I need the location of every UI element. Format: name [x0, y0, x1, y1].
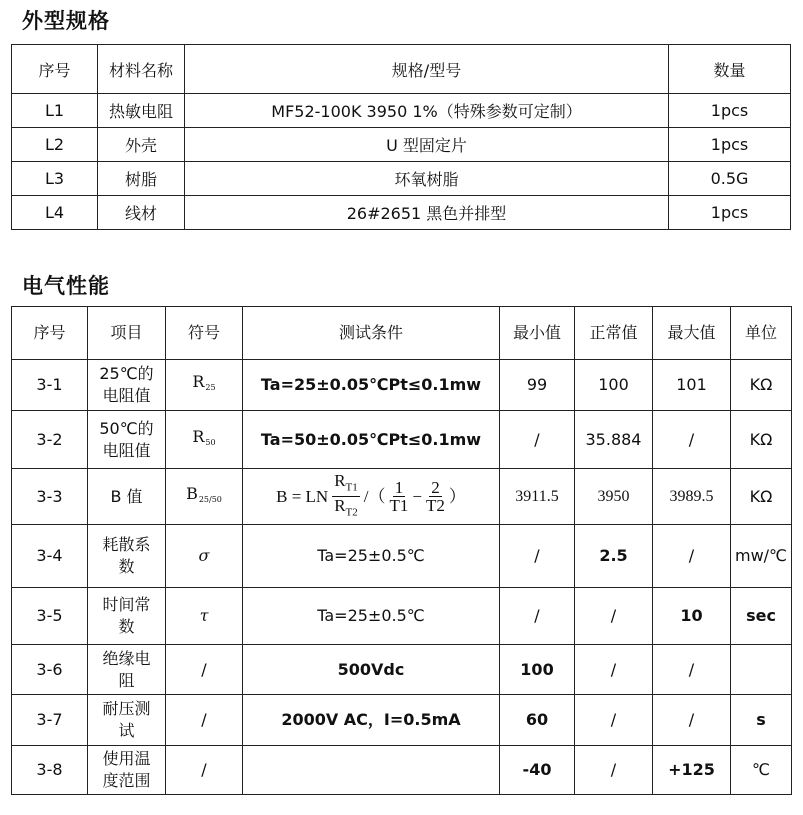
- spec-cell: 环氧树脂: [185, 162, 669, 196]
- item-name: B 值: [88, 469, 166, 525]
- min-value: 100: [500, 645, 575, 695]
- symbol: /: [166, 746, 243, 795]
- spec-cell: 0.5G: [669, 162, 791, 196]
- elec-header-cell: 序号: [12, 307, 88, 360]
- elec-header-cell: 正常值: [575, 307, 653, 360]
- unit: KΩ: [731, 411, 792, 469]
- electrical-table: [11, 306, 792, 795]
- unit: KΩ: [731, 360, 792, 411]
- typ-value: 3950: [575, 469, 653, 525]
- min-value: -40: [500, 746, 575, 795]
- row-number: 3-6: [12, 645, 88, 695]
- symbol: $R_{50}$: [166, 411, 243, 469]
- min-value: 3911.5: [500, 469, 575, 525]
- elec-row: [12, 588, 792, 645]
- symbol: τ: [166, 588, 243, 645]
- typ-value: 100: [575, 360, 653, 411]
- elec-row: [12, 469, 792, 525]
- elec-row: [12, 525, 792, 588]
- spec-cell: 树脂: [98, 162, 185, 196]
- spec-header-cell: 数量: [669, 45, 791, 94]
- elec-header-row: [12, 307, 792, 360]
- min-value: /: [500, 411, 575, 469]
- spec-header-cell: 序号: [12, 45, 98, 94]
- unit: [731, 645, 792, 695]
- item-name: 绝缘电阻: [88, 645, 166, 695]
- elec-header-cell: 符号: [166, 307, 243, 360]
- max-value: 10: [653, 588, 731, 645]
- unit: KΩ: [731, 469, 792, 525]
- symbol: /: [166, 645, 243, 695]
- unit: mw/℃: [731, 525, 792, 588]
- item-name: 使用温度范围: [88, 746, 166, 795]
- elec-header-cell: 项目: [88, 307, 166, 360]
- spec-cell: 外壳: [98, 128, 185, 162]
- elec-row: [12, 360, 792, 411]
- spec-table: [11, 44, 791, 230]
- test-condition: [243, 746, 500, 795]
- typ-value: 35.884: [575, 411, 653, 469]
- spec-header-cell: 规格/型号: [185, 45, 669, 94]
- min-value: /: [500, 588, 575, 645]
- spec-cell: 1pcs: [669, 128, 791, 162]
- elec-section-title: 电气性能: [22, 274, 110, 298]
- test-condition: 2000V AC，I=0.5mA: [243, 695, 500, 746]
- spec-row: [12, 196, 791, 230]
- max-value: /: [653, 411, 731, 469]
- spec-cell: L4: [12, 196, 98, 230]
- spec-cell: 1pcs: [669, 196, 791, 230]
- symbol: /: [166, 695, 243, 746]
- spec-row: [12, 128, 791, 162]
- spec-cell: 26#2651 黑色并排型: [185, 196, 669, 230]
- row-number: 3-1: [12, 360, 88, 411]
- unit: ℃: [731, 746, 792, 795]
- test-condition: Ta=25±0.05℃Pt≤0.1mw: [243, 360, 500, 411]
- max-value: /: [653, 525, 731, 588]
- b-value-formula: B = LN $\frac{R_{T1}}{R_{T2}}$ /（ $\frac{1}{T1}$ − $\frac{2}{T2}$ ）: [243, 469, 500, 525]
- row-number: 3-5: [12, 588, 88, 645]
- typ-value: /: [575, 588, 653, 645]
- max-value: /: [653, 645, 731, 695]
- typ-value: 2.5: [575, 525, 653, 588]
- typ-value: /: [575, 645, 653, 695]
- symbol: σ: [166, 525, 243, 588]
- max-value: /: [653, 695, 731, 746]
- elec-row: [12, 411, 792, 469]
- spec-section-title: 外型规格: [22, 9, 110, 33]
- spec-cell: L2: [12, 128, 98, 162]
- spec-cell: MF52-100K 3950 1%（特殊参数可定制）: [185, 94, 669, 128]
- spec-header-row: [12, 45, 791, 94]
- spec-cell: U 型固定片: [185, 128, 669, 162]
- row-number: 3-2: [12, 411, 88, 469]
- item-name: 50℃的电阻值: [88, 411, 166, 469]
- max-value: 101: [653, 360, 731, 411]
- item-name: 耗散系数: [88, 525, 166, 588]
- elec-header-cell: 最小值: [500, 307, 575, 360]
- elec-row: [12, 645, 792, 695]
- spec-cell: L1: [12, 94, 98, 128]
- typ-value: /: [575, 746, 653, 795]
- row-number: 3-7: [12, 695, 88, 746]
- row-number: 3-8: [12, 746, 88, 795]
- elec-header-cell: 最大值: [653, 307, 731, 360]
- elec-header-cell: 测试条件: [243, 307, 500, 360]
- symbol: $R_{25}$: [166, 360, 243, 411]
- spec-cell: 1pcs: [669, 94, 791, 128]
- elec-header-cell: 单位: [731, 307, 792, 360]
- item-name: 耐压测试: [88, 695, 166, 746]
- typ-value: /: [575, 695, 653, 746]
- unit: s: [731, 695, 792, 746]
- elec-row: [12, 695, 792, 746]
- test-condition: 500Vdc: [243, 645, 500, 695]
- spec-row: [12, 94, 791, 128]
- max-value: 3989.5: [653, 469, 731, 525]
- min-value: /: [500, 525, 575, 588]
- elec-row: [12, 746, 792, 795]
- item-name: 25℃的电阻值: [88, 360, 166, 411]
- item-name: 时间常数: [88, 588, 166, 645]
- symbol: $B_{25/50}$: [166, 469, 243, 525]
- test-condition: Ta=25±0.5℃: [243, 588, 500, 645]
- row-number: 3-4: [12, 525, 88, 588]
- spec-row: [12, 162, 791, 196]
- spec-cell: L3: [12, 162, 98, 196]
- test-condition: Ta=25±0.5℃: [243, 525, 500, 588]
- min-value: 60: [500, 695, 575, 746]
- test-condition: Ta=50±0.05℃Pt≤0.1mw: [243, 411, 500, 469]
- spec-cell: 线材: [98, 196, 185, 230]
- max-value: +125: [653, 746, 731, 795]
- spec-header-cell: 材料名称: [98, 45, 185, 94]
- unit: sec: [731, 588, 792, 645]
- min-value: 99: [500, 360, 575, 411]
- row-number: 3-3: [12, 469, 88, 525]
- spec-cell: 热敏电阻: [98, 94, 185, 128]
